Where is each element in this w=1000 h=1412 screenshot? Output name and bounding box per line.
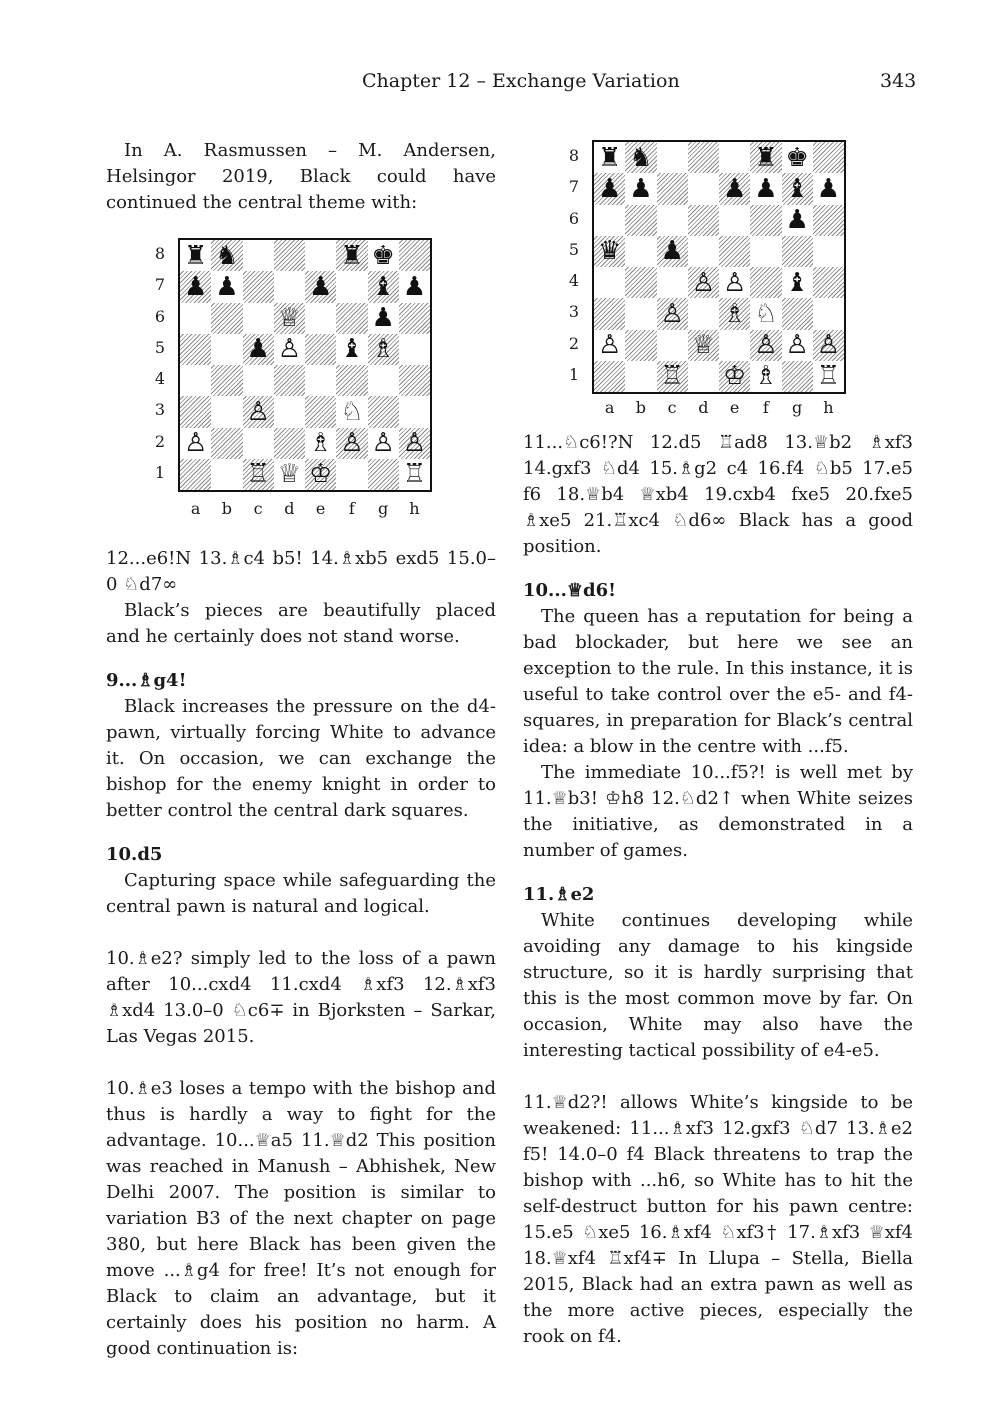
square-c6 xyxy=(243,303,274,334)
square-a1 xyxy=(180,459,211,490)
rank-label: 3 xyxy=(568,302,580,322)
square-b6 xyxy=(625,205,656,236)
square-h3 xyxy=(813,298,844,329)
square-e5 xyxy=(719,236,750,267)
rank-label: 2 xyxy=(568,333,580,353)
chess-piece-icon: ♘ xyxy=(754,298,778,329)
square-e5 xyxy=(305,334,336,365)
square-d3 xyxy=(274,396,305,427)
square-h5 xyxy=(399,334,430,365)
chessboard xyxy=(178,238,432,492)
square-d5 xyxy=(274,334,305,365)
square-h1 xyxy=(813,361,844,392)
chess-piece-icon: ♟ xyxy=(754,173,778,204)
left-column xyxy=(106,138,496,1362)
square-e8 xyxy=(305,240,336,271)
square-e3 xyxy=(719,298,750,329)
chess-piece-icon: ♜ xyxy=(597,142,622,173)
square-g2 xyxy=(368,428,399,459)
rank-label: 4 xyxy=(568,271,580,290)
square-e2 xyxy=(305,428,336,459)
square-b5 xyxy=(625,236,656,267)
chess-piece-icon: ♔ xyxy=(308,459,333,490)
square-f8 xyxy=(336,240,367,271)
square-g8 xyxy=(368,240,399,271)
paragraph: Black’s pieces are beautifully placed and he certainly does not stand worse. xyxy=(106,600,496,647)
square-h5 xyxy=(813,236,844,267)
file-label: h xyxy=(409,499,420,518)
square-c8 xyxy=(243,240,274,271)
paragraph: White continues developing while avoiding any damage to his kingside structure, so it is hardly surprising that this is the most common move by far. On occasion, White may also have the interesting tactical possibility of e4-e5. xyxy=(523,910,913,1061)
square-h2 xyxy=(399,428,430,459)
chess-piece-icon: ♝ xyxy=(371,271,395,302)
square-h4 xyxy=(399,365,430,396)
file-label: f xyxy=(348,499,355,518)
chess-piece-icon: ♗ xyxy=(371,334,395,365)
square-f1 xyxy=(750,361,781,392)
square-f4 xyxy=(336,365,367,396)
chess-piece-icon: ♖ xyxy=(816,361,841,392)
chess-piece-icon: ♟ xyxy=(660,236,684,267)
square-h6 xyxy=(399,303,430,334)
rank-label: 8 xyxy=(154,244,166,263)
chess-piece-icon: ♜ xyxy=(340,240,364,271)
square-g4 xyxy=(368,365,399,396)
file-label: c xyxy=(253,499,263,518)
rank-label: 1 xyxy=(154,462,166,482)
square-g5 xyxy=(782,236,813,267)
square-d5 xyxy=(688,236,719,267)
square-f6 xyxy=(336,303,367,334)
chess-piece-icon: ♟ xyxy=(402,271,427,302)
square-f4 xyxy=(750,267,781,298)
chess-piece-icon: ♕ xyxy=(277,303,302,334)
chess-piece-icon: ♔ xyxy=(722,361,747,392)
chess-piece-icon: ♟ xyxy=(597,173,622,204)
square-f5 xyxy=(336,334,367,365)
square-g3 xyxy=(368,396,399,427)
chess-piece-icon: ♙ xyxy=(340,428,364,459)
square-e3 xyxy=(305,396,336,427)
square-e1 xyxy=(719,361,750,392)
file-label: c xyxy=(667,398,677,417)
file-label: e xyxy=(315,499,326,518)
chess-piece-icon: ♟ xyxy=(785,205,809,236)
rank-label: 1 xyxy=(568,364,580,384)
square-a8 xyxy=(180,240,211,271)
square-f6 xyxy=(750,205,781,236)
chess-piece-icon: ♟ xyxy=(308,271,333,302)
paragraph: The immediate 10...f5?! is well met by 11.♕b3! ♔h8 12.♘d2↑ when White seizes the initiative, as demonstrated in a number of games. xyxy=(523,762,913,861)
page-number: 343 xyxy=(880,70,917,92)
chess-piece-icon: ♞ xyxy=(215,240,239,271)
chess-piece-icon: ♗ xyxy=(722,298,747,329)
square-c5 xyxy=(657,236,688,267)
move-line-1: 12...e6!N 13.♗c4 b5! 14.♗xb5 exd5 15.0–0 ♘d7∞ xyxy=(106,548,496,595)
chess-piece-icon: ♘ xyxy=(340,396,364,427)
chess-piece-icon: ♝ xyxy=(785,173,809,204)
square-b6 xyxy=(211,303,242,334)
square-c5 xyxy=(243,334,274,365)
square-a6 xyxy=(594,205,625,236)
square-a8 xyxy=(594,142,625,173)
square-e6 xyxy=(719,205,750,236)
square-b4 xyxy=(211,365,242,396)
file-label: d xyxy=(698,398,709,417)
chess-piece-icon: ♗ xyxy=(754,361,778,392)
chess-piece-icon: ♖ xyxy=(402,459,427,490)
square-c2 xyxy=(657,330,688,361)
right-column xyxy=(523,430,913,1350)
square-f1 xyxy=(336,459,367,490)
chess-piece-icon: ♙ xyxy=(597,330,622,361)
move-heading: 11.♗e2 xyxy=(523,884,595,905)
square-c7 xyxy=(657,173,688,204)
square-b3 xyxy=(211,396,242,427)
file-label: f xyxy=(762,398,769,417)
square-d1 xyxy=(688,361,719,392)
square-h7 xyxy=(813,173,844,204)
page-header xyxy=(0,70,1000,100)
square-c1 xyxy=(657,361,688,392)
square-c6 xyxy=(657,205,688,236)
square-g7 xyxy=(368,271,399,302)
square-d7 xyxy=(274,271,305,302)
rank-label: 2 xyxy=(154,431,166,451)
square-c7 xyxy=(243,271,274,302)
square-a2 xyxy=(594,330,625,361)
square-b5 xyxy=(211,334,242,365)
square-h7 xyxy=(399,271,430,302)
paragraph: 10.♗e2? simply led to the loss of a pawn after 10...cxd4 11.cxd4 ♗xf3 12.♗xf3 ♗xd4 13.0–0 ♘c6∓ in Bjorksten – Sarkar, Las Vegas 2015. xyxy=(106,948,496,1047)
square-e6 xyxy=(305,303,336,334)
rank-label: 6 xyxy=(154,306,166,326)
square-d7 xyxy=(688,173,719,204)
file-label: g xyxy=(378,499,389,518)
square-b1 xyxy=(211,459,242,490)
square-a6 xyxy=(180,303,211,334)
rank-label: 7 xyxy=(154,275,166,295)
square-e8 xyxy=(719,142,750,173)
chess-piece-icon: ♚ xyxy=(785,142,809,173)
square-d6 xyxy=(274,303,305,334)
file-labels xyxy=(180,496,430,522)
square-f3 xyxy=(750,298,781,329)
chess-diagram-2 xyxy=(564,140,864,430)
running-title: Chapter 12 – Exchange Variation xyxy=(362,70,680,92)
square-b2 xyxy=(625,330,656,361)
square-h8 xyxy=(399,240,430,271)
square-h2 xyxy=(813,330,844,361)
chess-piece-icon: ♙ xyxy=(816,330,841,361)
chess-piece-icon: ♛ xyxy=(597,236,622,267)
square-f5 xyxy=(750,236,781,267)
square-d4 xyxy=(274,365,305,396)
square-b3 xyxy=(625,298,656,329)
square-a4 xyxy=(180,365,211,396)
square-g6 xyxy=(782,205,813,236)
square-b4 xyxy=(625,267,656,298)
square-g8 xyxy=(782,142,813,173)
square-b2 xyxy=(211,428,242,459)
square-a7 xyxy=(594,173,625,204)
chess-piece-icon: ♚ xyxy=(371,240,395,271)
square-b7 xyxy=(211,271,242,302)
chess-piece-icon: ♕ xyxy=(691,330,716,361)
square-f8 xyxy=(750,142,781,173)
square-f2 xyxy=(336,428,367,459)
chess-piece-icon: ♞ xyxy=(629,142,653,173)
square-a5 xyxy=(180,334,211,365)
rank-labels xyxy=(564,140,584,394)
square-d4 xyxy=(688,267,719,298)
intro-paragraph: In A. Rasmussen – M. Andersen, Helsingor 2019, Black could have continued the central theme with: xyxy=(106,140,496,213)
chess-piece-icon: ♗ xyxy=(308,428,333,459)
square-a7 xyxy=(180,271,211,302)
chess-piece-icon: ♙ xyxy=(785,330,809,361)
chess-piece-icon: ♙ xyxy=(660,298,684,329)
chess-piece-icon: ♟ xyxy=(371,303,395,334)
file-label: b xyxy=(635,398,646,417)
file-label: a xyxy=(190,499,201,518)
square-b8 xyxy=(211,240,242,271)
rank-label: 8 xyxy=(568,146,580,165)
square-b8 xyxy=(625,142,656,173)
rank-label: 5 xyxy=(154,337,166,357)
square-h6 xyxy=(813,205,844,236)
chess-piece-icon: ♙ xyxy=(691,267,716,298)
square-d8 xyxy=(274,240,305,271)
file-label: b xyxy=(221,499,232,518)
move-line-2: 11...♘c6!?N 12.d5 ♖ad8 13.♕b2 ♗xf3 14.gxf3 ♘d4 15.♗g2 c4 16.f4 ♘b5 17.e5 f6 18.♕b4 ♕xb4 19.cxb4 fxe5 20.fxe5 ♗xe5 21.♖xc4 ♘d6∞ Black has a good position. xyxy=(523,432,913,557)
square-g6 xyxy=(368,303,399,334)
rank-label: 3 xyxy=(154,400,166,420)
file-label: d xyxy=(284,499,295,518)
square-f3 xyxy=(336,396,367,427)
square-c8 xyxy=(657,142,688,173)
chess-piece-icon: ♙ xyxy=(402,428,427,459)
chessboard xyxy=(592,140,846,394)
chess-diagram-1 xyxy=(150,238,450,538)
square-b1 xyxy=(625,361,656,392)
rank-label: 6 xyxy=(568,208,580,228)
square-d8 xyxy=(688,142,719,173)
square-a3 xyxy=(180,396,211,427)
square-d2 xyxy=(274,428,305,459)
square-h8 xyxy=(813,142,844,173)
square-c1 xyxy=(243,459,274,490)
rank-label: 7 xyxy=(568,177,580,197)
rank-labels xyxy=(150,238,170,492)
square-a2 xyxy=(180,428,211,459)
move-heading: 10.d5 xyxy=(106,844,163,865)
chess-piece-icon: ♟ xyxy=(183,271,208,302)
move-heading: 9...♗g4! xyxy=(106,670,187,691)
chess-piece-icon: ♝ xyxy=(785,267,809,298)
paragraph: 11.♕d2?! allows White’s kingside to be weakened: 11...♗xf3 12.gxf3 ♘d7 13.♗e2 f5! 14.0–0 f4 Black threatens to trap the bishop with ...h6, so White has to hit the self-destruct button for his pawn centre: 15.e5 ♘xe5 16.♗xf4 ♘xf3† 17.♗xf3 ♕xf4 18.♕xf4 ♖xf4∓ In Llupa – Stella, Biella 2015, Black had an extra pawn as well as the more active pieces, especially the rook on f4. xyxy=(523,1092,913,1347)
file-label: h xyxy=(823,398,834,417)
square-d6 xyxy=(688,205,719,236)
square-e7 xyxy=(719,173,750,204)
paragraph: 10.♗e3 loses a tempo with the bishop and thus is hardly a way to fight for the advantage. 10...♕a5 11.♕d2 This position was reached in Manush – Abhishek, New Delhi 2007. The position is similar to variation B3 of the next chapter on page 380, but here Black has been given the move ...♗g4 for free! It’s not enough for Black to claim an advantage, but it certainly does his position no harm. A good continuation is: xyxy=(106,1078,496,1359)
chess-piece-icon: ♙ xyxy=(183,428,208,459)
chess-piece-icon: ♙ xyxy=(246,396,270,427)
square-e7 xyxy=(305,271,336,302)
square-g4 xyxy=(782,267,813,298)
square-a1 xyxy=(594,361,625,392)
square-e1 xyxy=(305,459,336,490)
chess-piece-icon: ♟ xyxy=(246,334,270,365)
rank-label: 5 xyxy=(568,239,580,259)
square-f2 xyxy=(750,330,781,361)
move-heading: 10...♕d6! xyxy=(523,580,616,601)
chess-piece-icon: ♜ xyxy=(754,142,778,173)
square-d2 xyxy=(688,330,719,361)
square-c4 xyxy=(657,267,688,298)
chess-piece-icon: ♙ xyxy=(754,330,778,361)
square-g3 xyxy=(782,298,813,329)
chess-piece-icon: ♟ xyxy=(722,173,747,204)
chess-piece-icon: ♟ xyxy=(816,173,841,204)
square-f7 xyxy=(750,173,781,204)
square-f7 xyxy=(336,271,367,302)
square-a5 xyxy=(594,236,625,267)
square-e4 xyxy=(305,365,336,396)
chess-piece-icon: ♖ xyxy=(246,459,270,490)
square-g5 xyxy=(368,334,399,365)
square-h4 xyxy=(813,267,844,298)
paragraph: Capturing space while safeguarding the central pawn is natural and logical. xyxy=(106,870,496,917)
chess-piece-icon: ♟ xyxy=(215,271,239,302)
file-label: e xyxy=(729,398,740,417)
square-a3 xyxy=(594,298,625,329)
square-a4 xyxy=(594,267,625,298)
square-d1 xyxy=(274,459,305,490)
rank-label: 4 xyxy=(154,369,166,388)
chess-piece-icon: ♕ xyxy=(277,459,302,490)
chess-piece-icon: ♙ xyxy=(277,334,302,365)
square-d3 xyxy=(688,298,719,329)
chess-piece-icon: ♖ xyxy=(660,361,684,392)
square-c2 xyxy=(243,428,274,459)
file-label: a xyxy=(604,398,615,417)
paragraph: The queen has a reputation for being a bad blockader, but here we see an exception to the rule. In this instance, it is useful to take control over the e5- and f4-squares, in preparation for Black’s central idea: a blow in the centre with ...f5. xyxy=(523,606,913,757)
file-label: g xyxy=(792,398,803,417)
square-g7 xyxy=(782,173,813,204)
file-labels xyxy=(594,398,844,417)
square-c4 xyxy=(243,365,274,396)
square-h3 xyxy=(399,396,430,427)
square-h1 xyxy=(399,459,430,490)
square-e4 xyxy=(719,267,750,298)
square-e2 xyxy=(719,330,750,361)
paragraph: Black increases the pressure on the d4-pawn, virtually forcing White to advance it. On occasion, we can exchange the bishop for the enemy knight in order to better control the central dark squares. xyxy=(106,696,496,821)
square-c3 xyxy=(243,396,274,427)
chess-piece-icon: ♟ xyxy=(629,173,653,204)
chess-piece-icon: ♝ xyxy=(340,334,364,365)
square-c3 xyxy=(657,298,688,329)
square-b7 xyxy=(625,173,656,204)
square-g2 xyxy=(782,330,813,361)
square-g1 xyxy=(368,459,399,490)
square-g1 xyxy=(782,361,813,392)
chess-piece-icon: ♙ xyxy=(722,267,747,298)
chess-piece-icon: ♙ xyxy=(371,428,395,459)
chess-piece-icon: ♜ xyxy=(183,240,208,271)
